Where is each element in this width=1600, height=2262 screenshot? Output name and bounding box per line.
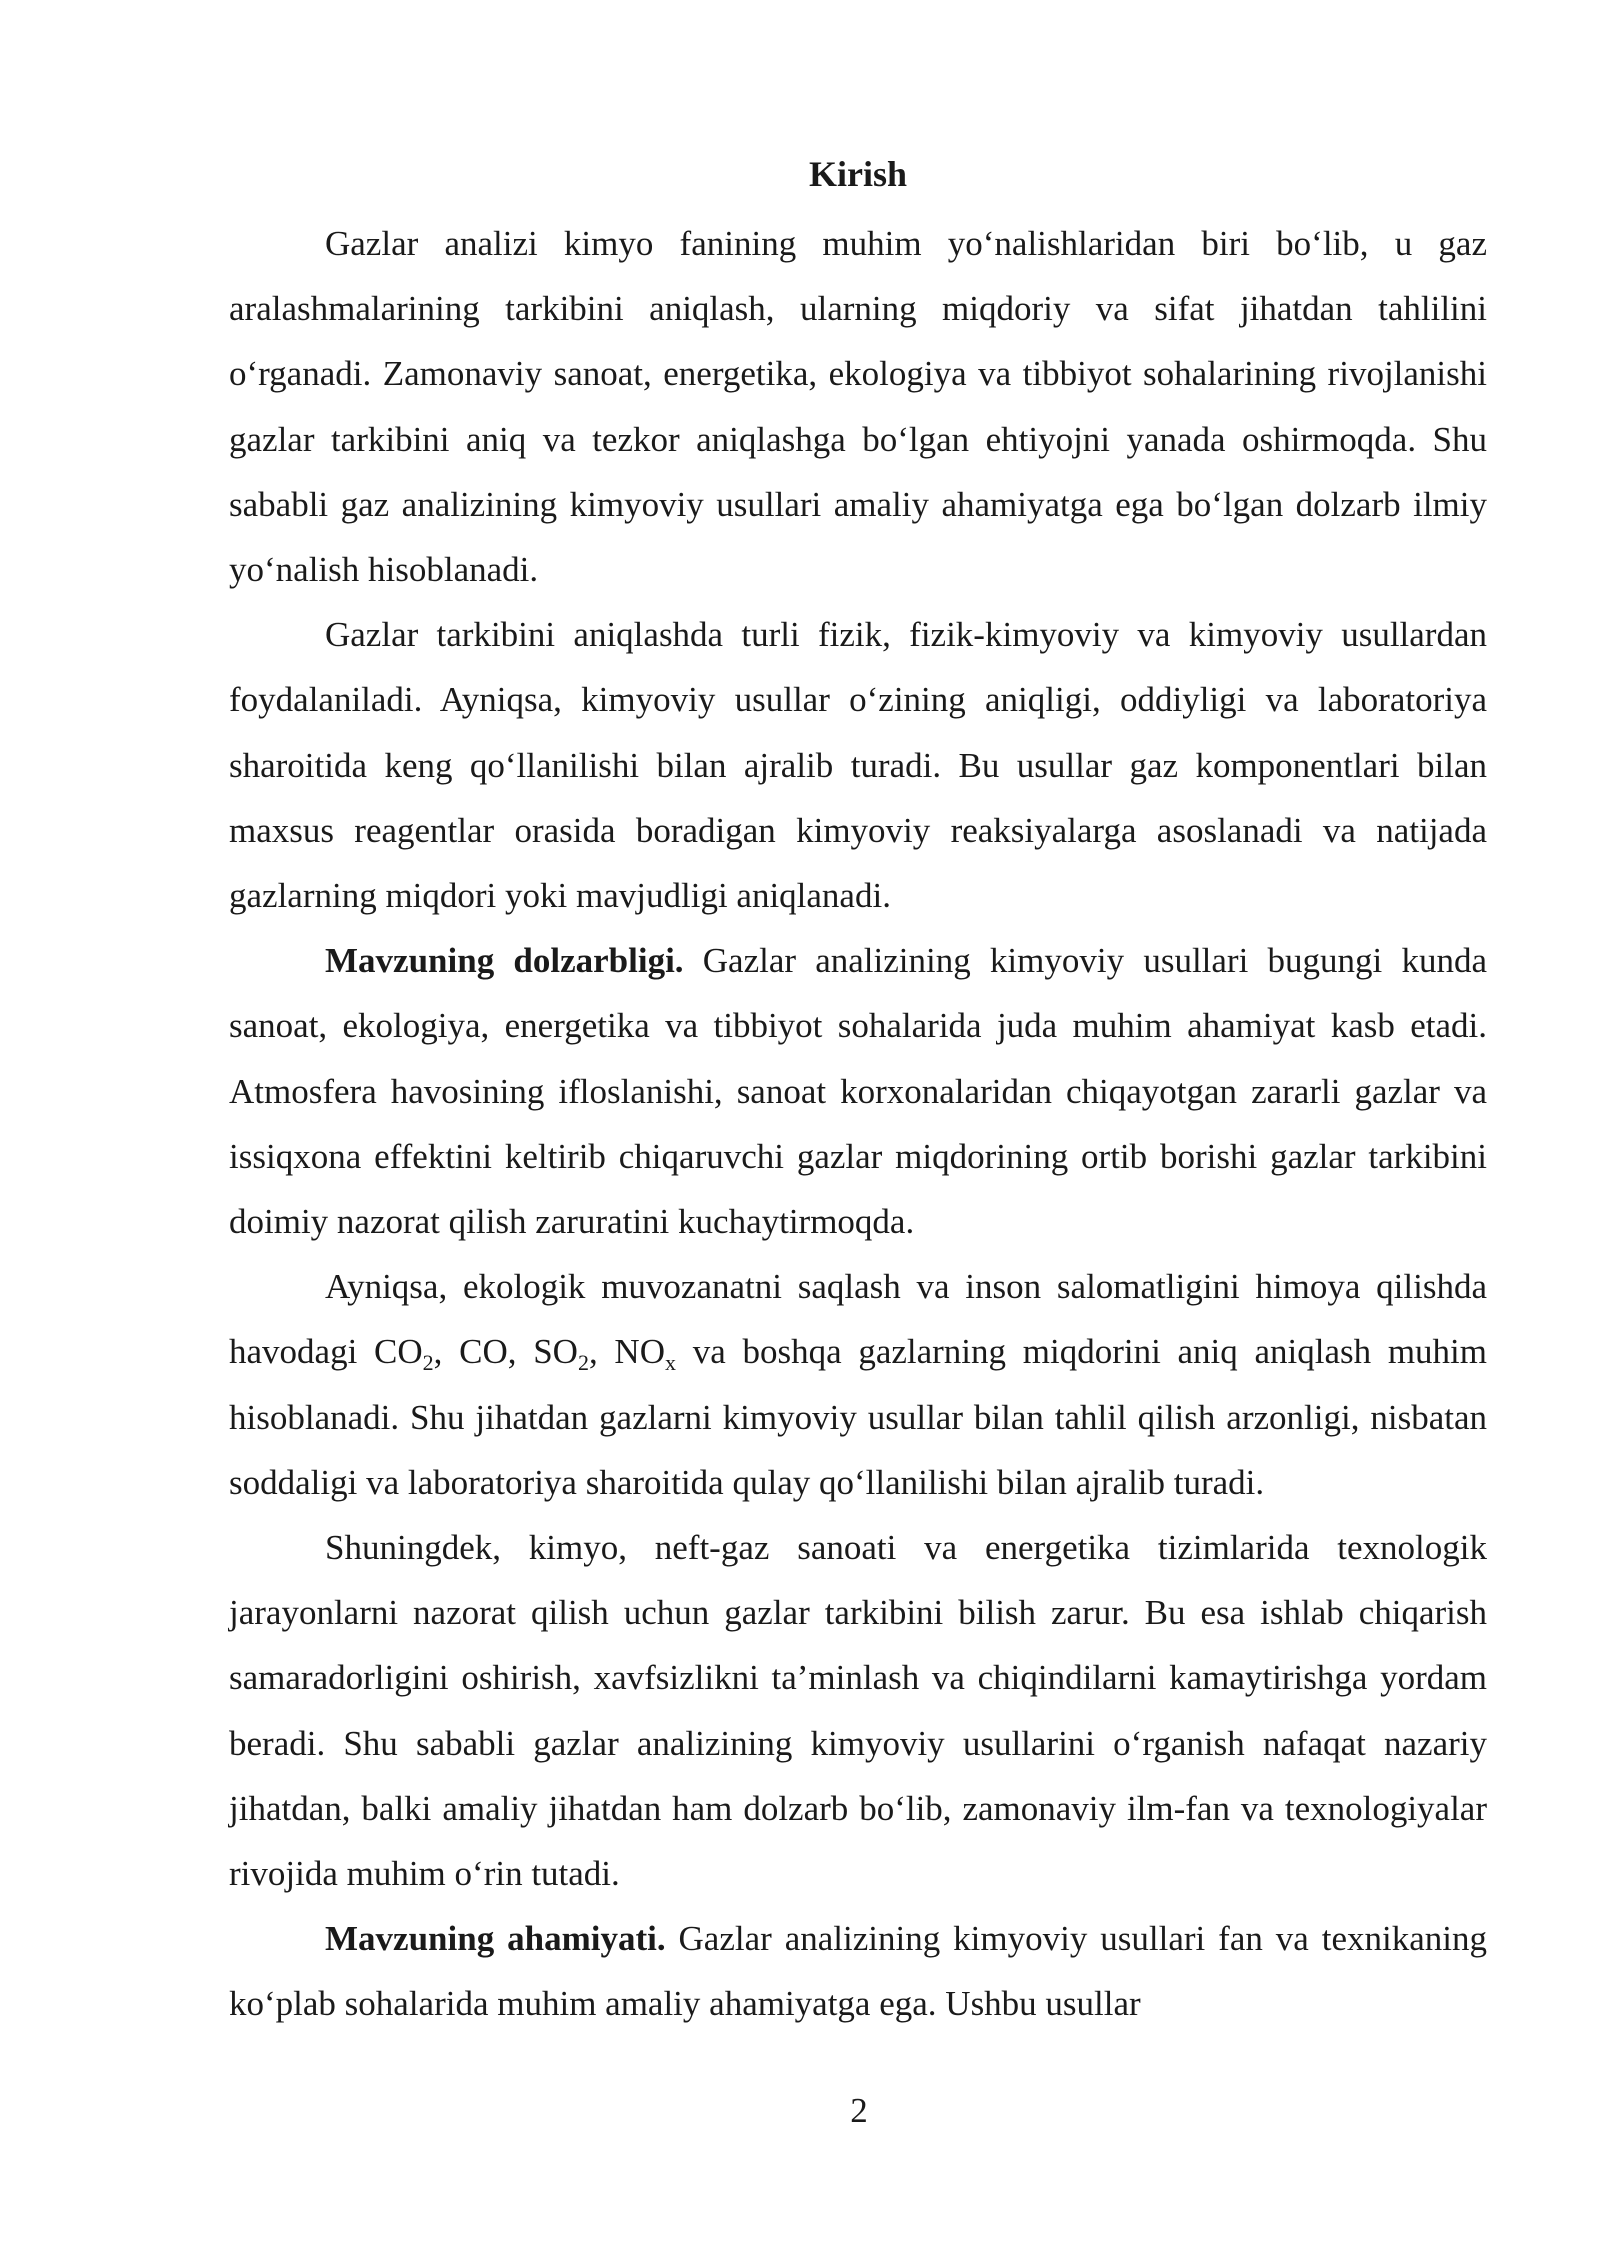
importance-text: Gazlar analizining kimyoviy usullari fan va texnikaning ko‘plab sohalarida muhim amaliy ahamiyatga ega. Ushbu usullar bbox=[229, 1919, 1487, 2024]
page-content bbox=[229, 147, 1487, 2037]
formula-co bbox=[459, 1332, 508, 1371]
formula-so2 bbox=[533, 1332, 589, 1376]
formula-subscript: 2 bbox=[422, 1350, 434, 1376]
formula-base: CO bbox=[459, 1332, 508, 1372]
industry-paragraph: Shuningdek, kimyo, neft-gaz sanoati va energetika tizimlarida texnologik jarayonlarni nazorat qilish uchun gazlar tarkibini bilish zarur. Bu esa ishlab chiqarish samaradorligini oshirish, xavfsizlikni ta’minlash va chiqindilarni kamaytirishga yordam beradi. Shu sababli gazlar analizining kimyoviy usullarini o‘rganish nafaqat nazariy jihatdan, balki amaliy jihatdan ham dolzarb bo‘lib, zamonaviy ilm-fan va texnologiyalar rivojida muhim o‘rin tutadi. bbox=[229, 1528, 1487, 1894]
page-number: 2 bbox=[850, 2091, 868, 2130]
relevance-text: Gazlar analizining kimyoviy usullari bugungi kunda sanoat, ekologiya, energetika va tibbiyot sohalarida juda muhim ahamiyat kasb etadi. Atmosfera havosining ifloslanishi, sanoat korxonalaridan chiqayotgan zararli gazlar va issiqxona effektini keltirib chiqaruvchi gazlar miqdorining ortib borishi gazlar tarkibini doimiy nazorat qilish zaruratini kuchaytirmoqda. bbox=[229, 941, 1487, 1242]
formula-co2 bbox=[374, 1332, 434, 1376]
importance-heading: Mavzuning ahamiyati. bbox=[325, 1919, 666, 1959]
formula-separator: , bbox=[588, 1332, 615, 1372]
relevance-heading: Mavzuning dolzarbligi. bbox=[325, 941, 684, 981]
formula-separator: , bbox=[433, 1332, 460, 1372]
intro-paragraph-1: Gazlar analizi kimyo fanining muhim yo‘nalishlaridan biri bo‘lib, u gaz aralashmalarining tarkibini aniqlash, ularning miqdoriy va sifat jihatdan tahlilini o‘rganadi. Zamonaviy sanoat, energetika, ekologiya va tibbiyot sohalarining rivojlanishi gazlar tarkibini aniq va tezkor aniqlashga bo‘lgan ehtiyojni yanada oshirmoqda. Shu sababli gaz analizining kimyoviy usullari amaliy ahamiyatga ega bo‘lgan dolzarb ilmiy yo‘nalish hisoblanadi. bbox=[229, 224, 1487, 590]
formula-base: NO bbox=[614, 1332, 665, 1372]
section-title: Kirish bbox=[808, 154, 907, 194]
ecology-text-before: Ayniqsa, ekologik muvozanatni saqlash va inson salomatligini himoya qilishda havodagi bbox=[229, 1267, 1487, 1372]
relevance-paragraph bbox=[229, 928, 1487, 1254]
importance-paragraph bbox=[229, 1906, 1487, 2036]
formula-separator: , bbox=[507, 1332, 534, 1372]
formula-nox bbox=[614, 1332, 676, 1376]
ecology-paragraph bbox=[229, 1254, 1487, 1515]
intro-paragraph-2: Gazlar tarkibini aniqlashda turli fizik, fizik-kimyoviy va kimyoviy usullardan foydalaniladi. Ayniqsa, kimyoviy usullar o‘zining aniqligi, oddiyligi va laboratoriya sharoitida keng qo‘llanilishi bilan ajralib turadi. Bu usullar gaz komponentlari bilan maxsus reagentlar orasida boradigan kimyoviy reaksiyalarga asoslanadi va natijada gazlarning miqdori yoki mavjudligi aniqlanadi. bbox=[229, 615, 1487, 916]
formula-base: SO bbox=[533, 1332, 578, 1372]
formula-subscript: 2 bbox=[577, 1350, 589, 1376]
formula-base: CO bbox=[374, 1332, 423, 1372]
formula-subscript: x bbox=[664, 1350, 676, 1376]
ecology-text-after: va boshqa gazlarning miqdorini aniq aniqlash muhim hisoblanadi. Shu jihatdan gazlarni kimyoviy usullar bilan tahlil qilish arzonligi, nisbatan soddaligi va laboratoriya sharoitida qulay qo‘llanilishi bilan ajralib turadi. bbox=[229, 1332, 1488, 1502]
